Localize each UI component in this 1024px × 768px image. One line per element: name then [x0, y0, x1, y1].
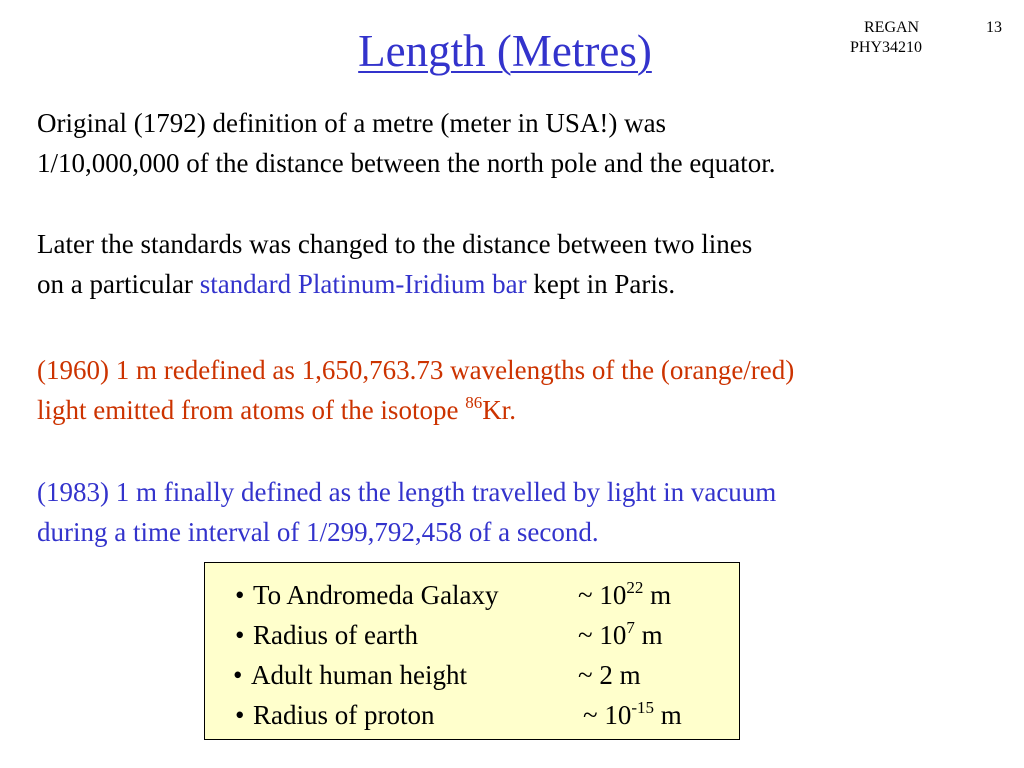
course-code: PHY34210: [850, 39, 923, 56]
paragraph-original-definition: [37, 103, 1017, 183]
scale-item-unit: m: [643, 580, 672, 610]
length-scale-box: [204, 562, 740, 740]
page-number: 13: [986, 19, 1002, 36]
scale-item-exponent: -15: [631, 698, 655, 717]
scale-item-human-height: [233, 655, 733, 695]
paragraph-line: (1960) 1 m redefined as 1,650,763.73 wavelengths of the (orange/red): [37, 355, 795, 385]
scale-item-object: Radius of earth: [253, 620, 418, 650]
scale-item-object: To Andromeda Galaxy: [253, 580, 499, 610]
paragraph-line: [37, 390, 1017, 430]
scale-item-value: [578, 615, 663, 655]
slide-title: Length (Metres): [358, 26, 652, 76]
scale-item-value: [583, 695, 682, 735]
text-fragment: kept in Paris.: [526, 269, 676, 299]
paragraph-line: 1/10,000,000 of the distance between the north pole and the equator.: [37, 148, 776, 178]
scale-item-exponent: 22: [626, 578, 644, 597]
scale-item-value: [578, 575, 671, 615]
paragraph-1960-redefinition: [37, 350, 1017, 430]
scale-item-andromeda: [235, 575, 735, 615]
bullet: •: [233, 660, 243, 690]
paragraph-line: [37, 264, 1017, 304]
paragraph-line: Original (1792) definition of a metre (meter in USA!) was: [37, 108, 667, 138]
bullet: •: [235, 580, 245, 610]
text-fragment: light emitted from atoms of the isotope: [37, 395, 466, 425]
scale-item-value: [578, 655, 641, 695]
scale-item-approx: ~ 10: [578, 620, 627, 650]
bullet: •: [235, 700, 245, 730]
scale-item-earth-radius: [235, 615, 735, 655]
scale-item-exponent: 7: [626, 618, 635, 637]
scale-item-approx: ~ 10: [583, 700, 632, 730]
author-label: [850, 18, 950, 58]
paragraph-line: (1983) 1 m finally defined as the length travelled by light in vacuum: [37, 477, 777, 507]
scale-item-proton-radius: [235, 695, 735, 735]
author-name: REGAN: [864, 19, 920, 36]
paragraph-1983-definition: [37, 472, 1017, 552]
scale-item-object: Radius of proton: [253, 700, 435, 730]
paragraph-line: Later the standards was changed to the distance between two lines: [37, 229, 753, 259]
bullet: •: [235, 620, 245, 650]
isotope-symbol: Kr.: [482, 395, 516, 425]
paragraph-line: during a time interval of 1/299,792,458 of a second.: [37, 517, 599, 547]
platinum-iridium-bar-highlight: standard Platinum-Iridium bar: [199, 269, 527, 299]
scale-item-unit: m: [634, 620, 663, 650]
scale-item-unit: m: [654, 700, 682, 730]
scale-item-approx: ~ 10: [578, 580, 627, 610]
paragraph-later-standard: [37, 224, 1017, 304]
text-fragment: on a particular: [37, 269, 200, 299]
scale-item-object: Adult human height: [251, 660, 467, 690]
isotope-mass-number: 86: [465, 393, 483, 412]
scale-item-approx: ~ 2 m: [578, 660, 641, 690]
